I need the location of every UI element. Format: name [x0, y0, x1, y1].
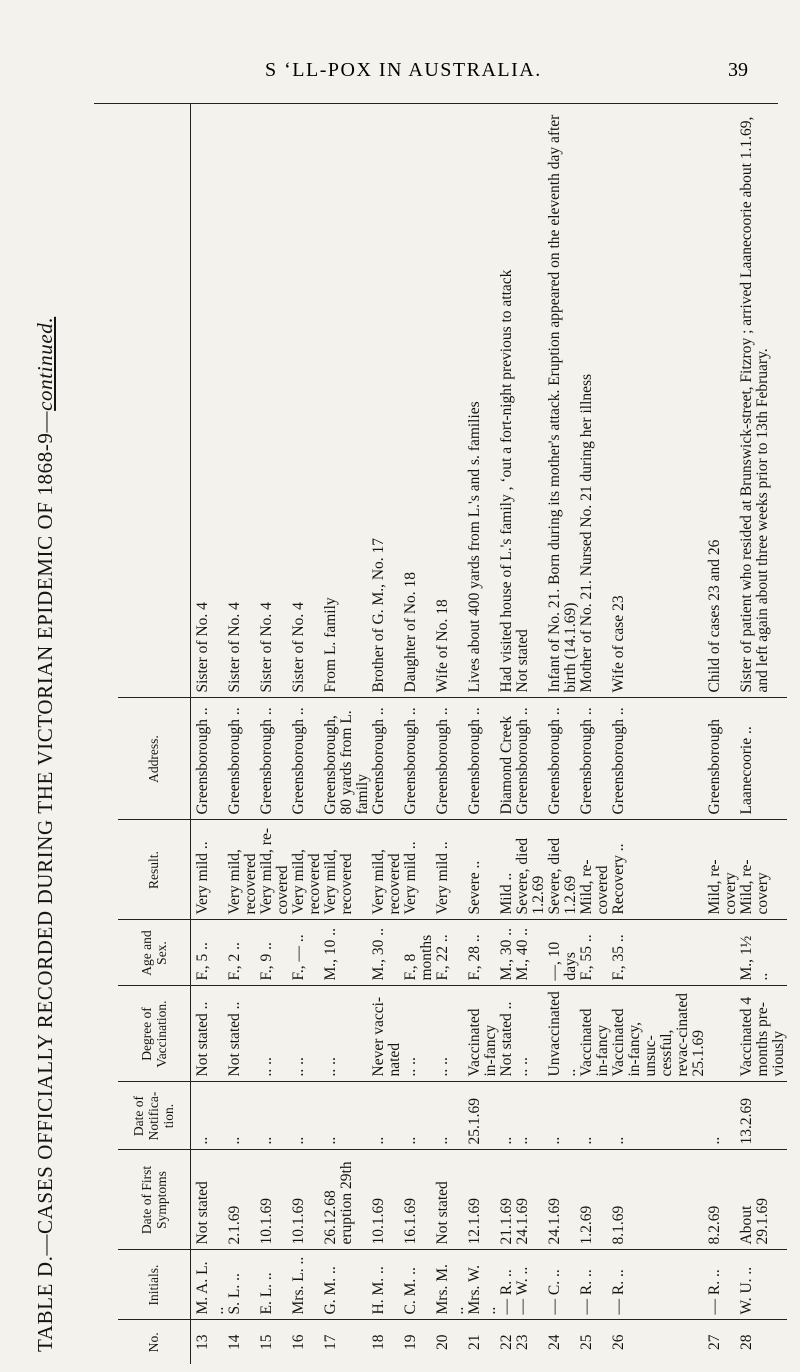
notification-date-cell: 25.1.69 [467, 1082, 499, 1150]
case-number-cell: 17 [321, 1334, 339, 1350]
vaccination-cell: Vaccinated in-fancy [579, 986, 611, 1082]
date-first-symptoms-cell: 10.1.69 [371, 1150, 403, 1250]
date-first-symptoms-cell: 24.1.69 [547, 1150, 579, 1250]
case-number-cell: 24 [545, 1334, 563, 1350]
vaccination-cell: Unvaccinated .. [547, 986, 579, 1082]
table-row [291, 104, 323, 1364]
remarks-cell: Sister of No. 4 [190, 104, 227, 698]
address-cell: Greensborough .. [259, 698, 291, 820]
page-number: 39 [728, 59, 748, 81]
result-cell: Severe, died 1.2.69 [547, 820, 579, 920]
initials-cell: M. A. L. .. [190, 1250, 227, 1320]
initials-cell: — R. .. [611, 1250, 707, 1320]
date-first-symptoms-cell: 12.1.69 [467, 1150, 499, 1250]
age-sex-cell: F., — .. [291, 920, 323, 986]
remarks-cell: Mother of No. 21. Nursed No. 21 during her illness [579, 104, 611, 698]
remarks-cell: Sister of No. 4 [259, 104, 291, 698]
result-cell: Severe, died 1.2.69 [515, 820, 547, 920]
initials-cell: C. M. .. [403, 1250, 435, 1320]
notification-date-cell: .. [403, 1082, 435, 1150]
column-header: Initials. [118, 1250, 190, 1320]
vaccination-cell: .. .. [291, 986, 323, 1082]
notification-date-cell: .. [291, 1082, 323, 1150]
age-sex-cell: F., 5 .. [190, 920, 227, 986]
case-number-cell: 15 [257, 1334, 275, 1350]
table-row [190, 104, 227, 1364]
vaccination-cell: Vaccinated 4 months pre-viously [739, 986, 787, 1082]
initials-cell: — R. .. [707, 1250, 739, 1320]
age-sex-cell: M., 10 .. [323, 920, 371, 986]
case-number-cell: 13 [193, 1334, 211, 1350]
remarks-cell: Sister of patient who resided at Brunswick-street, Fitzroy ; arrived Laanecoorie about 1.1.69, and left again about three weeks prior to 13th February. [739, 104, 787, 698]
rotated-table-sheet [118, 104, 787, 1364]
notification-date-cell: .. [579, 1082, 611, 1150]
table-row [323, 104, 371, 1364]
remarks-cell: Daughter of No. 18 [403, 104, 435, 698]
notification-date-cell: .. [190, 1082, 227, 1150]
column-header: Age and Sex. [118, 920, 190, 986]
result-cell: Severe .. [467, 820, 499, 920]
initials-cell: Mrs. M. .. [435, 1250, 467, 1320]
notification-date-cell: .. [499, 1082, 515, 1150]
date-first-symptoms-cell: Not stated [435, 1150, 467, 1250]
column-header: Address. [118, 698, 190, 820]
date-first-symptoms-cell: About 29.1.69 [739, 1150, 787, 1250]
age-sex-cell: F., 22 .. [435, 920, 467, 986]
age-sex-cell: M., 1½ .. [739, 920, 787, 986]
table-row [739, 104, 787, 1364]
age-sex-cell: M., 30 .. [499, 920, 515, 986]
result-cell: Mild, re-covery [739, 820, 787, 920]
vaccination-cell: .. .. [435, 986, 467, 1082]
initials-cell: H. M. .. [371, 1250, 403, 1320]
date-first-symptoms-cell: 1.2.69 [579, 1150, 611, 1250]
result-cell: Very mild .. [403, 820, 435, 920]
case-number-cell: 21 [465, 1334, 483, 1350]
column-header: No. [118, 1320, 190, 1364]
case-number-cell: 14 [225, 1334, 243, 1350]
initials-cell: S. L. .. [227, 1250, 259, 1320]
vaccination-cell: Not stated .. [190, 986, 227, 1082]
column-header: Result. [118, 820, 190, 920]
result-cell: Very mild, recovered [371, 820, 403, 920]
address-cell: Greensborough .. [547, 698, 579, 820]
address-cell: Greensborough .. [227, 698, 259, 820]
date-first-symptoms-cell: 26.12.68 eruption 29th [323, 1150, 371, 1250]
cases-table [118, 104, 787, 1364]
initials-cell: — R. .. [579, 1250, 611, 1320]
remarks-cell: Brother of G. M., No. 17 [371, 104, 403, 698]
remarks-cell: Sister of No. 4 [291, 104, 323, 698]
address-cell: Greensborough .. [435, 698, 467, 820]
date-first-symptoms-cell: 21.1.69 [499, 1150, 515, 1250]
vaccination-cell: .. .. [515, 986, 547, 1082]
vaccination-cell: .. .. [259, 986, 291, 1082]
result-cell: Very mild, recovered [227, 820, 259, 920]
column-header: Date of Notifica-tion. [118, 1082, 190, 1150]
address-cell: Greensborough .. [579, 698, 611, 820]
column-header: Date of First Symptoms [118, 1150, 190, 1250]
initials-cell: Mrs. W. .. [467, 1250, 499, 1320]
case-number-cell: 20 [433, 1334, 451, 1350]
date-first-symptoms-cell: Not stated [190, 1150, 227, 1250]
result-cell: Very mild, recovered [291, 820, 323, 920]
address-cell: Greensborough, 80 yards from L. family [323, 698, 371, 820]
table-row [499, 104, 515, 1364]
notification-date-cell: .. [547, 1082, 579, 1150]
vaccination-cell: Vaccinated in-fancy, unsuc-cessful, revac-cinated 25.1.69 [611, 986, 707, 1082]
address-cell: Greensborough .. [515, 698, 547, 820]
vaccination-cell: .. .. [403, 986, 435, 1082]
remarks-cell: Wife of No. 18 [435, 104, 467, 698]
table-row [707, 104, 739, 1364]
initials-cell: — R. .. [499, 1250, 515, 1320]
address-cell: Laanecoorie .. [739, 698, 787, 820]
date-first-symptoms-cell: 8.1.69 [611, 1150, 707, 1250]
remarks-cell: Wife of case 23 [611, 104, 707, 698]
address-cell: Greensborough .. [371, 698, 403, 820]
vaccination-cell: .. .. [323, 986, 371, 1082]
remarks-cell: Infant of No. 21. Born during its mother's attack. Eruption appeared on the eleventh day after birth (14.1.69) [547, 104, 579, 698]
initials-cell: G. M. .. [323, 1250, 371, 1320]
table-title [20, 82, 70, 1352]
table-row [467, 104, 499, 1364]
age-sex-cell: F., 9 .. [259, 920, 291, 986]
age-sex-cell: F., 8 months [403, 920, 435, 986]
notification-date-cell: .. [323, 1082, 371, 1150]
table-row [259, 104, 291, 1364]
case-number-cell: 25 [577, 1334, 595, 1350]
vaccination-cell: Never vacci-nated [371, 986, 403, 1082]
initials-cell: — W. .. [515, 1250, 547, 1320]
remarks-cell: Had visited house of L.'s family , ‘out a fort-night previous to attack [499, 104, 515, 698]
case-number-cell: 28 [737, 1334, 755, 1350]
age-sex-cell: F., 28 .. [467, 920, 499, 986]
address-cell: Diamond Creek [499, 698, 515, 820]
result-cell: Very mild, re-covered [259, 820, 291, 920]
table-row [515, 104, 547, 1364]
address-cell: Greensborough .. [611, 698, 707, 820]
result-cell: Mild .. [499, 820, 515, 920]
age-sex-cell: F., 35 .. [611, 920, 707, 986]
case-number-cell: 26 [609, 1334, 627, 1350]
date-first-symptoms-cell: 16.1.69 [403, 1150, 435, 1250]
address-cell: Greensborough .. [467, 698, 499, 820]
notification-date-cell: .. [371, 1082, 403, 1150]
case-number-cell: 16 [289, 1334, 307, 1350]
age-sex-cell: F., 2 .. [227, 920, 259, 986]
table-row [611, 104, 707, 1364]
table-row [227, 104, 259, 1364]
notification-date-cell: 13.2.69 [739, 1082, 787, 1150]
date-first-symptoms-cell: 8.2.69 [707, 1150, 739, 1250]
result-cell: Mild, re-covered [579, 820, 611, 920]
initials-cell: W. U. .. [739, 1250, 787, 1320]
table-row [371, 104, 403, 1364]
case-number-cell: 23 [513, 1334, 531, 1350]
notification-date-cell: .. [707, 1082, 739, 1150]
date-first-symptoms-cell: 24.1.69 [515, 1150, 547, 1250]
address-cell: Greensborough .. [291, 698, 323, 820]
result-cell: Very mild, recovered [323, 820, 371, 920]
initials-cell: — C. .. [547, 1250, 579, 1320]
notification-date-cell: .. [611, 1082, 707, 1150]
date-first-symptoms-cell: 10.1.69 [291, 1150, 323, 1250]
remarks-cell: Sister of No. 4 [227, 104, 259, 698]
remarks-cell: Not stated [515, 104, 547, 698]
vaccination-cell: Not stated .. [499, 986, 515, 1082]
vaccination-cell: Not stated .. [227, 986, 259, 1082]
case-number-cell: 18 [369, 1334, 387, 1350]
remarks-cell: From L. family [323, 104, 371, 698]
table-row [403, 104, 435, 1364]
address-cell: Greensborough [707, 698, 739, 820]
table-row [435, 104, 467, 1364]
notification-date-cell: .. [515, 1082, 547, 1150]
address-cell: Greensborough .. [403, 698, 435, 820]
date-first-symptoms-cell: 2.1.69 [227, 1150, 259, 1250]
result-cell: Mild, re-covery [707, 820, 739, 920]
notification-date-cell: .. [259, 1082, 291, 1150]
initials-cell: Mrs. L. .. [291, 1250, 323, 1320]
address-cell: Greensborough .. [190, 698, 227, 820]
result-cell: Very mild .. [190, 820, 227, 920]
vaccination-cell [707, 986, 739, 1082]
case-number-cell: 19 [401, 1334, 419, 1350]
table-title-text: TABLE D.—CASES OFFICIALLY RECORDED DURING THE VICTORIAN EPIDEMIC OF 1868-9— [33, 410, 57, 1352]
case-number-cell: 22 [497, 1334, 515, 1350]
date-first-symptoms-cell: 10.1.69 [259, 1150, 291, 1250]
result-cell: Very mild .. [435, 820, 467, 920]
table-row [547, 104, 579, 1364]
age-sex-cell: F., 55 .. [579, 920, 611, 986]
age-sex-cell [707, 920, 739, 986]
header-row [118, 104, 190, 1364]
age-sex-cell: M., 40 .. [515, 920, 547, 986]
table-title-continued: continued. [33, 316, 57, 411]
age-sex-cell: —, 10 days [547, 920, 579, 986]
result-cell: Recovery .. [611, 820, 707, 920]
notification-date-cell: .. [227, 1082, 259, 1150]
age-sex-cell: M., 30 .. [371, 920, 403, 986]
column-header: Degree of Vaccination. [118, 986, 190, 1082]
remarks-cell: Lives about 400 yards from L.'s and s. families [467, 104, 499, 698]
case-number-cell: 27 [705, 1334, 723, 1350]
running-title: S ‘LL-POX IN AUSTRALIA. [265, 59, 542, 81]
remarks-cell: Child of cases 23 and 26 [707, 104, 739, 698]
notification-date-cell: .. [435, 1082, 467, 1150]
column-header [118, 104, 190, 698]
table-row [579, 104, 611, 1364]
initials-cell: E. L. .. [259, 1250, 291, 1320]
page-header [0, 0, 800, 95]
vaccination-cell: Vaccinated in-fancy [467, 986, 499, 1082]
